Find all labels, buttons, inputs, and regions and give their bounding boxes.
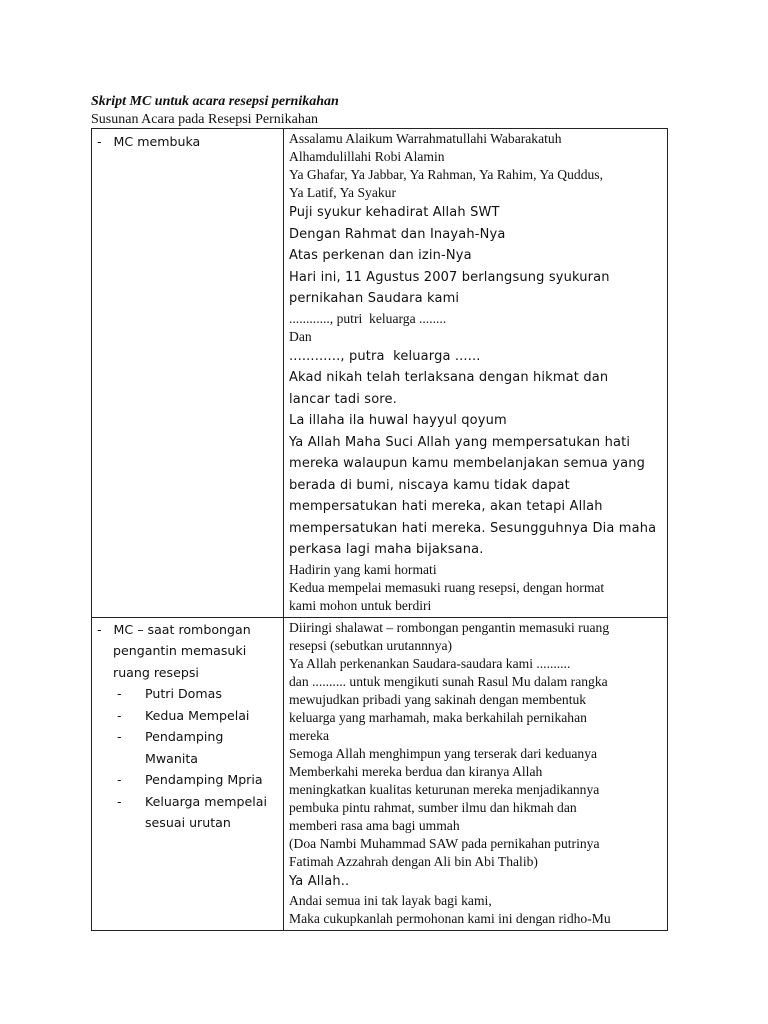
script-line: Memberkahi mereka berdua dan kiranya Allah (289, 763, 543, 779)
procession-list (97, 683, 279, 834)
script-line: ............, putri keluarga ........ (289, 310, 447, 326)
script-line: Ya Latif, Ya Syakur (289, 185, 396, 200)
table-row (92, 129, 668, 618)
table-row (92, 617, 668, 931)
list-item-text: Kedua Mempelai (145, 707, 250, 723)
script-line: mewujudkan pribadi yang sakinah dengan membentuk (289, 691, 587, 707)
segment-label-line: ruang resepsi (97, 664, 199, 680)
script-line: Diiringi shalawat – rombongan pengantin memasuki ruang (289, 619, 610, 635)
list-item (97, 726, 279, 748)
script-line: Akad nikah telah terlaksana dengan hikmat dan (289, 370, 609, 385)
script-line: berada di bumi, niscaya kamu tidak dapat (289, 477, 570, 493)
script-line: Ya Allah perkenankan Saudara-saudara kami .......... (289, 655, 571, 671)
script-line: Fatimah Azzahrah dengan Ali bin Abi Thalib) (289, 853, 538, 869)
script-line: Dengan Rahmat dan Inayah-Nya (289, 226, 506, 242)
script-line: Hari ini, 11 Agustus 2007 berlangsung syukuran (289, 269, 610, 285)
script-line: Semoga Allah menghimpun yang terserak dari keduanya (289, 745, 598, 761)
segment-cell (92, 617, 284, 931)
script-line: pembuka pintu rahmat, sumber ilmu dan hikmah dan (289, 799, 577, 815)
script-line: pernikahan Saudara kami (289, 291, 460, 306)
script-line: keluarga yang marhamah, maka berkahilah pernikahan (289, 709, 587, 725)
document-title: Skript MC untuk acara resepsi pernikahan (91, 94, 339, 109)
segment-label-line: pengantin memasuki (97, 643, 247, 658)
script-line: meningkatkan kualitas keturunan mereka menjadikannya (289, 781, 600, 797)
script-line: Atas perkenan dan izin-Nya (289, 248, 472, 263)
segment-label-line: - MC – saat rombongan (97, 621, 251, 637)
script-line: Kedua mempelai memasuki ruang resepsi, dengan hormat (289, 579, 605, 595)
list-item (97, 705, 279, 727)
program-table (91, 128, 668, 931)
script-line: Puji syukur kehadirat Allah SWT (289, 205, 500, 220)
script-line: dan .......... untuk mengikuti sunah Rasul Mu dalam rangka (289, 673, 608, 689)
list-item (97, 791, 279, 813)
list-dash: - (117, 686, 122, 701)
list-item-continuation: sesuai urutan (145, 815, 231, 830)
script-line: Ya Allah.. (289, 873, 350, 889)
script-cell (284, 617, 668, 931)
script-line: Ya Allah Maha Suci Allah yang mempersatukan hati (289, 434, 631, 450)
script-line: (Doa Nambi Muhammad SAW pada pernikahan putrinya (289, 835, 600, 851)
list-dash: - (117, 772, 122, 787)
script-line: mempersatukan hati mereka. Sesungguhnya Dia maha (289, 520, 657, 536)
script-line: mereka (289, 727, 329, 743)
script-line: mereka walaupun kamu membelanjakan semua yang (289, 456, 645, 471)
script-line: Dan (289, 328, 312, 344)
list-item-text: Pendamping (145, 729, 224, 744)
script-line: mempersatukan hati mereka, akan tetapi Allah (289, 499, 603, 514)
list-dash: - (117, 793, 122, 809)
list-dash: - (117, 707, 122, 723)
script-line: Andai semua ini tak layak bagi kami, (289, 893, 492, 908)
script-line: memberi rasa ama bagi ummah (289, 817, 460, 833)
script-line: Ya Ghafar, Ya Jabbar, Ya Rahman, Ya Rahim, Ya Quddus, (289, 167, 603, 182)
script-line: resepsi (sebutkan urutannnya) (289, 637, 453, 653)
list-item-text: Putri Domas (145, 686, 222, 701)
script-cell (284, 129, 668, 618)
script-line: ............, putra keluarga ...... (289, 348, 481, 364)
script-line: La illaha ila huwal hayyul qoyum (289, 413, 507, 428)
list-dash: - (117, 729, 122, 744)
list-item (97, 683, 279, 705)
list-item-continuation: Mwanita (145, 750, 199, 766)
list-item-text: Keluarga mempelai (145, 793, 267, 809)
segment-label: - MC membuka (97, 134, 201, 149)
script-line: kami mohon untuk berdiri (289, 597, 432, 613)
script-line: perkasa lagi maha bijaksana. (289, 542, 484, 557)
segment-cell (92, 129, 284, 618)
script-line: Maka cukupkanlah permohonan kami ini dengan ridho-Mu (289, 911, 611, 926)
script-line: Hadirin yang kami hormati (289, 561, 437, 577)
list-item (97, 769, 279, 791)
script-line: lancar tadi sore. (289, 391, 397, 407)
list-item-text: Pendamping Mpria (145, 772, 263, 787)
document-subtitle: Susunan Acara pada Resepsi Pernikahan (91, 112, 319, 127)
script-line: Alhamdulillahi Robi Alamin (289, 149, 445, 164)
script-line: Assalamu Alaikum Warrahmatullahi Wabarakatuh (289, 131, 562, 146)
